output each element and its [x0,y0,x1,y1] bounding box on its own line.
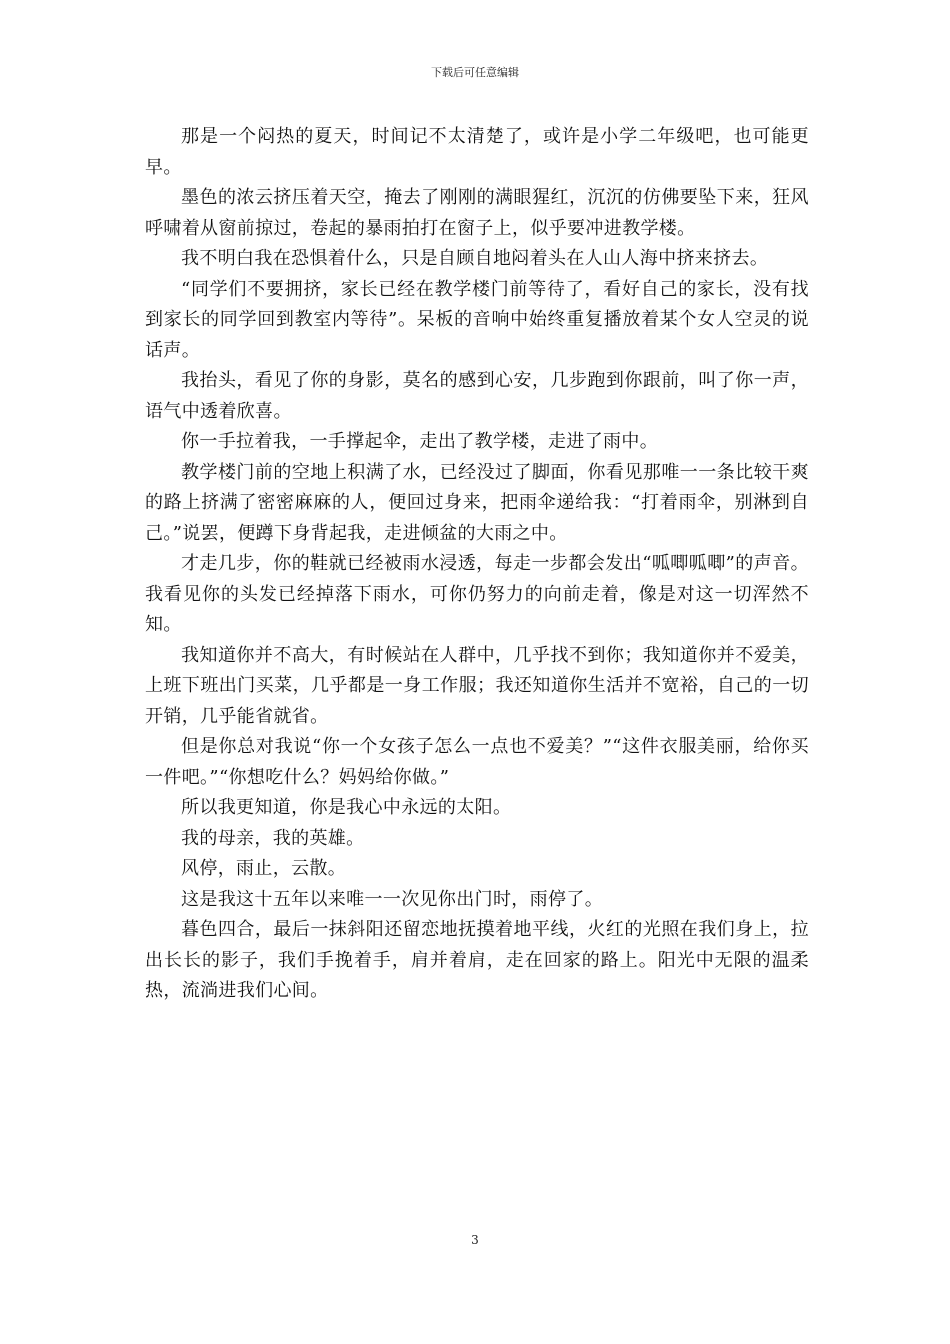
paragraph: 所以我更知道，你是我心中永远的太阳。 [181,797,512,818]
body-text [145,122,809,1007]
paragraph: 风停，雨止，云散。 [181,858,347,879]
paragraph: 墨色的浓云挤压着天空，掩去了刚刚的满眼猩红，沉沉的仿佛要坠下来，狂风呼啸着从窗前掠过，卷起的暴雨拍打在窗子上，似乎要冲进教学楼。 [145,187,809,239]
paragraph: 这是我这十五年以来唯一一次见你出门时，雨停了。 [181,888,604,910]
paragraph: 我抬头，看见了你的身影，莫名的感到心安，几步跑到你跟前，叫了你一声，语气中透着欣喜。 [145,370,809,422]
paragraph: 才走几步，你的鞋就已经被雨水浸透，每走一步都会发出“呱唧呱唧”的声音。我看见你的头发已经掉落下雨水，可你仍努力的向前走着，像是对这一切浑然不知。 [145,553,809,635]
page-number: 3 [471,1233,479,1247]
paragraph: 我不明白我在恐惧着什么，只是自顾自地闷着头在人山人海中挤来挤去。 [181,248,769,269]
paragraph: 你一手拉着我，一手撑起伞，走出了教学楼，走进了雨中。 [181,431,659,452]
paragraph: 暮色四合，最后一抹斜阳还留恋地抚摸着地平线，火红的光照在我们身上，拉出长长的影子，我们手挽着手，肩并着肩，走在回家的路上。阳光中无限的温柔热，流淌进我们心间。 [145,919,809,1001]
paragraph: 我的母亲，我的英雄。 [181,827,365,849]
paragraph: 但是你总对我说“你一个女孩子怎么一点也不爱美？”“这件衣服美丽，给你买一件吧。”“你想吃什么？妈妈给你做。” [145,736,809,788]
page-header: 下载后可任意编辑 [431,66,519,79]
paragraph: 那是一个闷热的夏天，时间记不太清楚了，或许是小学二年级吧，也可能更早。 [145,126,809,178]
paragraph: 教学楼门前的空地上积满了水，已经没过了脚面，你看见那唯一一条比较干爽的路上挤满了密密麻麻的人，便回过身来，把雨伞递给我：“打着雨伞，别淋到自己。”说罢，便蹲下身背起我，走进倾盆的大雨之中。 [145,461,809,544]
paragraph: 我知道你并不高大，有时候站在人群中，几乎找不到你；我知道你并不爱美，上班下班出门买菜，几乎都是一身工作服；我还知道你生活并不宽裕，自己的一切开销，几乎能省就省。 [145,644,809,727]
paragraph: “同学们不要拥挤，家长已经在教学楼门前等待了，看好自己的家长，没有找到家长的同学回到教室内等待”。呆板的音响中始终重复播放着某个女人空灵的说话声。 [145,278,809,361]
